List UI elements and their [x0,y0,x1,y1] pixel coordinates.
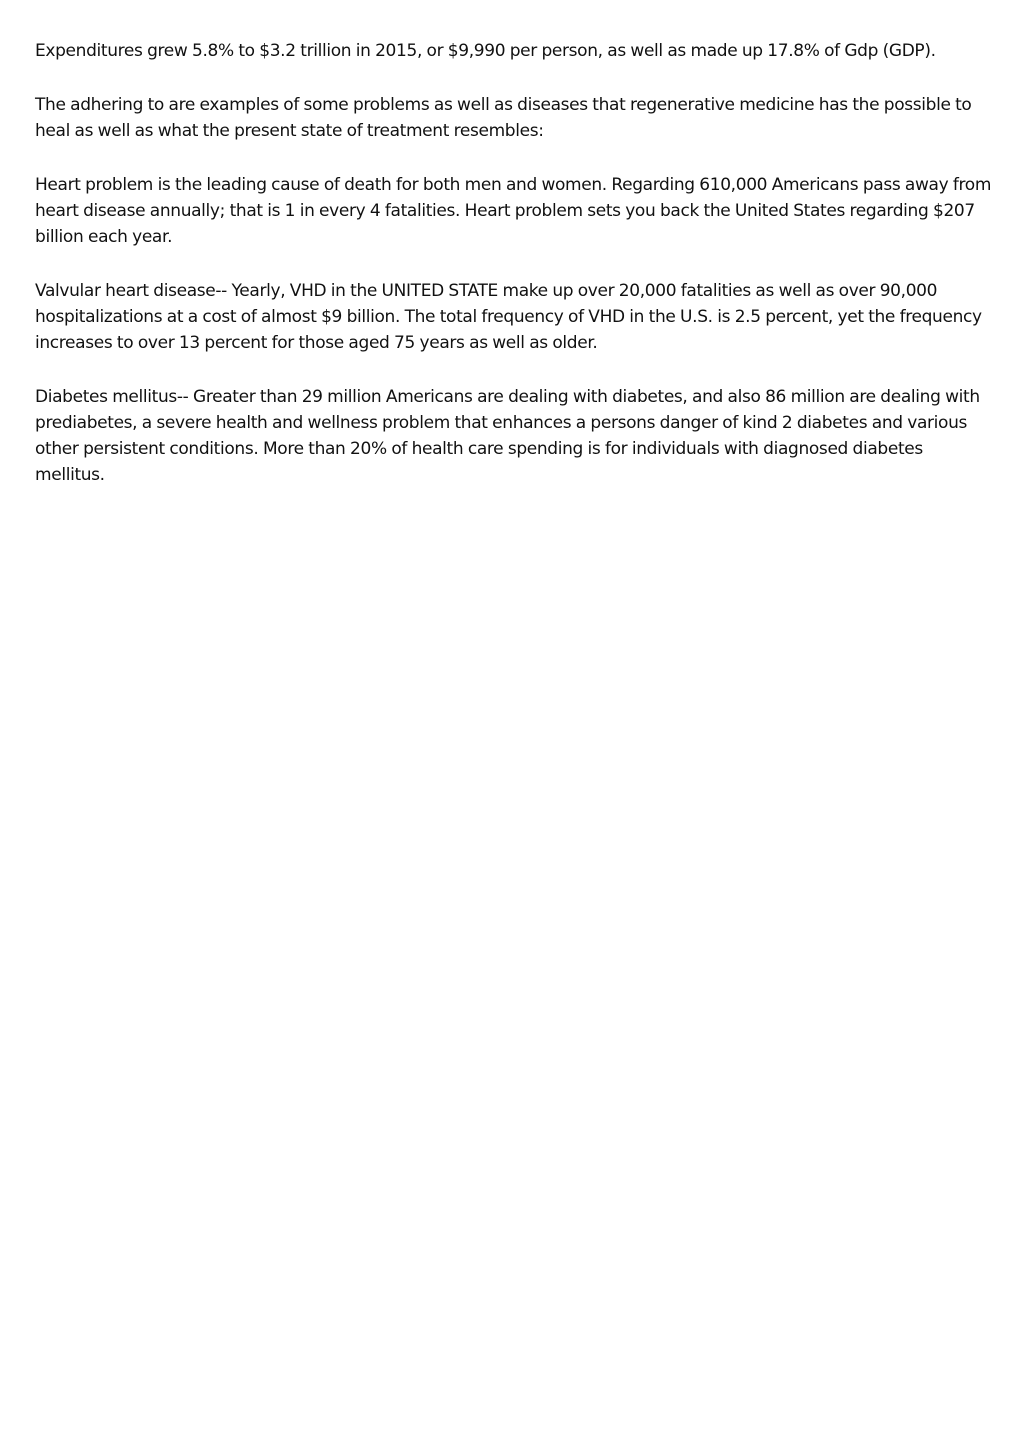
paragraph-expenditures: Expenditures grew 5.8% to $3.2 trillion in 2015, or $9,990 per person, as well as made up 17.8% of Gdp (GDP). [35,41,936,61]
paragraph-valvular-heart-disease: Valvular heart disease-- Yearly, VHD in the UNITED STATE make up over 20,000 fatalities as well as over 90,000 hospitalizations at a cost of almost $9 billion. The total frequency of VHD in the U.S. is 2.5 percent, yet the frequency increases to over 13 percent for those aged 75 years as well as older. [35,281,982,353]
paragraph-intro: The adhering to are examples of some problems as well as diseases that regenerative medicine has the possible to heal as well as what the present state of treatment resembles: [35,95,972,141]
paragraph-diabetes: Diabetes mellitus-- Greater than 29 million Americans are dealing with diabetes, and also 86 million are dealing with prediabetes, a severe health and wellness problem that enhances a persons danger of kind 2 diabetes and various other persistent conditions. More than 20% of health care spending is for individuals with diagnosed diabetes mellitus. [35,387,980,485]
paragraph-heart-problem: Heart problem is the leading cause of death for both men and women. Regarding 610,000 Americans pass away from heart disease annually; that is 1 in every 4 fatalities. Heart problem sets you back the United States regarding $207 billion each year. [35,175,992,247]
document-page [35,38,995,516]
